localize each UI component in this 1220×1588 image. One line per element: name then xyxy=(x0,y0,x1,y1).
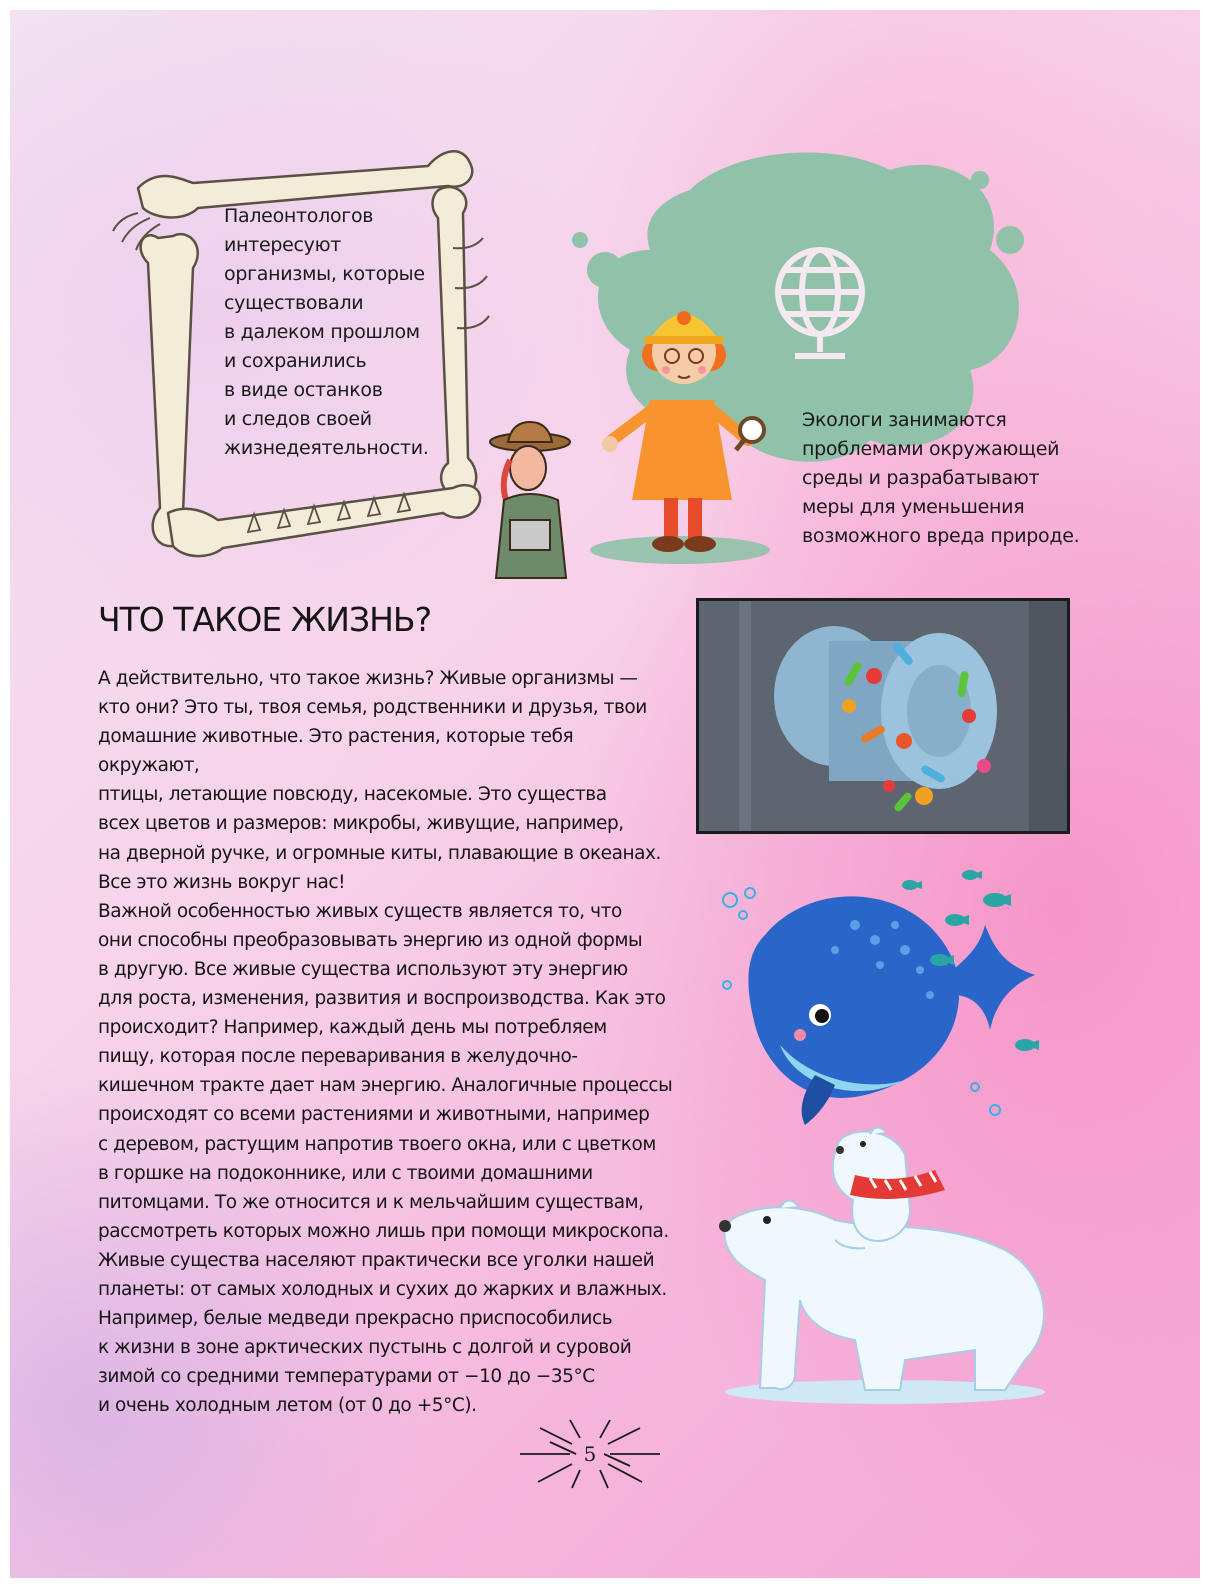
whale-illustration xyxy=(705,855,1055,1125)
section-title: ЧТО ТАКОЕ ЖИЗНЬ? xyxy=(98,600,432,639)
paleontologists-text: Палеонтологов интересуют организмы, которые существовали в далеком прошлом и сохранились в виде останков и следов своей жизнедеятельности. xyxy=(224,205,429,459)
polar-bears-illustration xyxy=(705,1120,1075,1420)
body-text: А действительно, что такое жизнь? Живые организмы — кто они? Это ты, твоя семья, родственники и друзья, твои домашние животные. Это растения, которые тебя окружают, птицы, летающие повсюду, насекомые. Это существа всех цветов и размеров: микробы, живущие, например, на дверной ручке, и огромные киты, плавающие в океанах. Все это жизнь вокруг нас! Важной особенностью живых существ является то, что они способны преобразовывать энергию из одной формы в другую. Все живые существа используют эту энергию для роста, изменения, развития и воспроизводства. Как это происходит? Например, каждый день мы потребляем пищу, которая после переваривания в желудочно- кишечном тракте дает нам энергию. Аналогичные процессы происходят со всеми растениями и животными, например с деревом, растущим напротив твоего окна, или с цветком в горшке на подоконнике, или с твоими домашними питомцами. То же относится и к мельчайшим существам, рассмотреть которых можно лишь при помощи микроскопа. Живые существа населяют практически все уголки нашей планеты: от самых холодных и сухих до жарких и влажных. Например, белые медведи прекрасно приспособились к жизни в зоне арктических пустынь с долгой и суровой зимой со средними температурами от −10 до −35°C и очень холодным летом (от 0 до +5°C). xyxy=(98,668,673,1417)
doorknob-microbes-illustration xyxy=(699,601,1067,831)
page-number-badge xyxy=(510,1418,670,1490)
page-number: 5 xyxy=(583,1442,597,1466)
ecologists-text: Экологи занимаются проблемами окружающей среды и разрабатывают меры для уменьшения возможного вреда природе. xyxy=(802,409,1080,547)
book-page xyxy=(10,10,1200,1578)
doorknob-photo xyxy=(696,598,1070,834)
explorer-character xyxy=(480,420,580,580)
